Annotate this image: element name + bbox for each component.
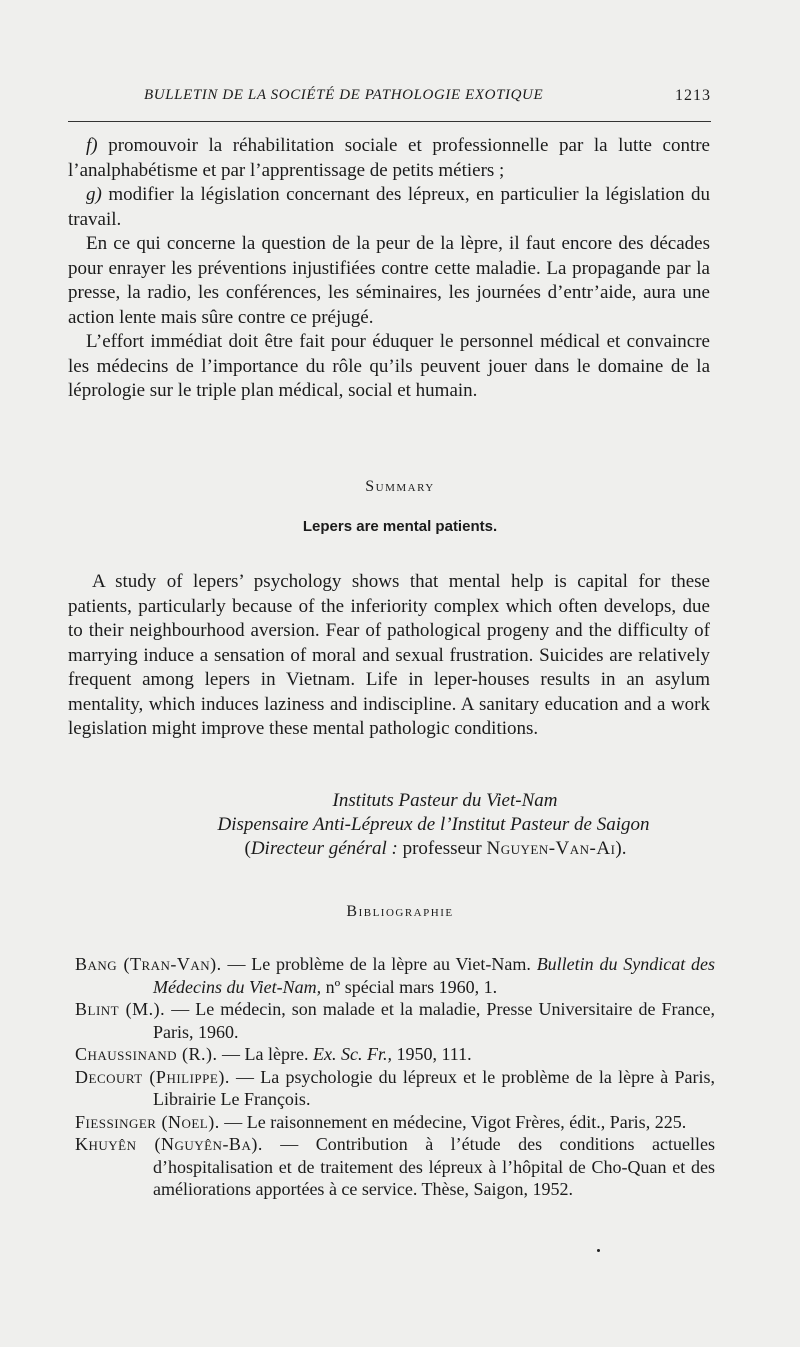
bibliography-entry: Blint (M.). — Le médecin, son malade et la maladie, Presse Universitaire de France, Paris, 1960. <box>75 999 715 1042</box>
paragraph: En ce qui concerne la question de la peur de la lèpre, il faut encore des décades pour enrayer les préventions injustifiées contre cette maladie. La propagande par la presse, la radio, les conférences, les séminaires, les journées d’entr’aide, aura une action lente mais sûre contre ce préjugé. <box>68 233 710 328</box>
bibliography-entry: Bang (Tran-Van). — Le problème de la lèpre au Viet-Nam. Bulletin du Syndicat des Médecins du Viet-Nam, nº spécial mars 1960, 1. <box>75 954 716 997</box>
paragraph: L’effort immédiat doit être fait pour éduquer le personnel médical et convaincre les médecins de l’importance du rôle qu’ils peuvent jouer dans le domaine de la léprologie sur le triple plan médical, social et humain. <box>68 331 710 401</box>
running-header <box>68 87 711 111</box>
item-text: modifier la législation concernant des lépreux, en particulier la législation du travail. <box>68 184 710 230</box>
bibliography-entry: Decourt (Philippe). — La psychologie du lépreux et le problème de la lèpre à Paris, Librairie Le François. <box>75 1066 715 1109</box>
list-item-f <box>68 134 710 183</box>
running-title: BULLETIN DE LA SOCIÉTÉ DE PATHOLOGIE EXOTIQUE <box>144 87 544 103</box>
affiliation-institute: Instituts Pasteur du Viet-Nam <box>332 790 558 811</box>
body-text <box>68 134 710 404</box>
bibliography-list <box>75 953 715 1201</box>
summary-title: Lepers are mental patients. <box>302 518 498 535</box>
item-label: g) <box>86 184 102 205</box>
item-text: promouvoir la réhabilitation sociale et professionnelle par la lutte contre l’analphabétisme et par l’apprentissage de petits métiers ; <box>68 135 710 181</box>
summary-body <box>68 570 710 742</box>
bibliography-entry: Khuyên (Nguyên-Ba). — Contribution à l’étude des conditions actuelles d’hospitalisation et de traitement des lépreux à l’hôpital de Cho-Quan et des améliorations apportées à ce service. Thèse, Saigon, 1952. <box>75 1134 715 1199</box>
item-label: f) <box>86 135 98 156</box>
affiliation-director: (Directeur général : professeur Nguyen-Van-Ai). <box>244 838 627 859</box>
summary-heading: Summary <box>365 478 435 495</box>
header-rule <box>68 121 711 122</box>
affiliation-dispensary: Dispensaire Anti-Lépreux de l’Institut Pasteur de Saigon <box>217 814 650 835</box>
affiliation <box>0 789 800 861</box>
ink-speck <box>597 1249 600 1252</box>
list-item-g <box>68 183 710 232</box>
page-number: 1213 <box>675 87 711 104</box>
bibliography-entry: Chaussinand (R.). — La lèpre. Ex. Sc. Fr., 1950, 111. <box>75 1044 472 1064</box>
bibliography-entry: Fiessinger (Noel). — Le raisonnement en médecine, Vigot Frères, édit., Paris, 225. <box>75 1111 687 1132</box>
summary-paragraph: A study of lepers’ psychology shows that mental help is capital for these patients, particularly because of the inferiority complex which often develops, due to their neighbourhood aversion. Fear of pathological progeny and the difficulty of marrying induce a sensation of moral and sexual frustration. Suicides are relatively frequent among lepers in Vietnam. Life in leper-houses results in an asylum mentality, which induces laziness and indiscipline. A sanitary education and a work legislation might improve these mental pathologic conditions. <box>68 571 710 739</box>
bibliography-heading: Bibliographie <box>346 903 454 920</box>
